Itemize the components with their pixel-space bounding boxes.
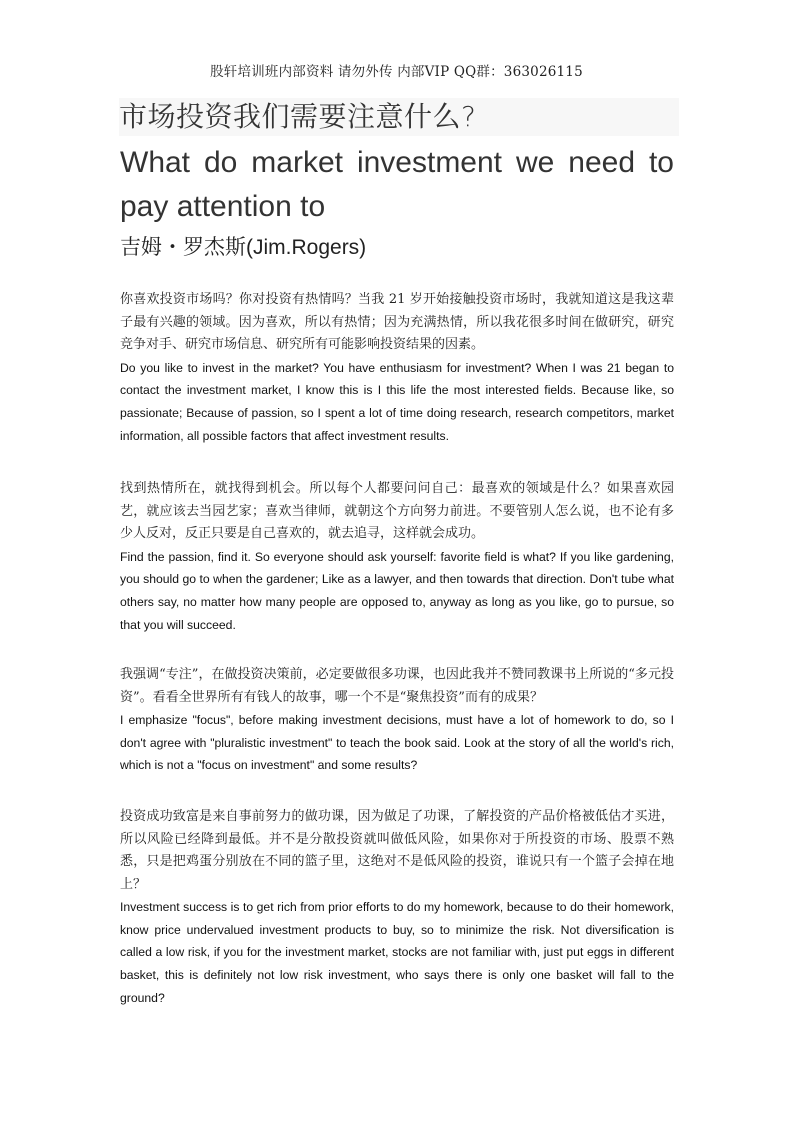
paragraph-english: I emphasize "focus", before making investment decisions, must have a lot of homework to do, so I don't agree with "pluralistic investment" to teach the book said. Look at the story of all the world's rich, which is not a "focus on investment" and some results? bbox=[120, 713, 674, 773]
paragraph-english: Investment success is to get rich from prior efforts to do my homework, because to do their homework, know price undervalued investment products to buy, so to minimize the risk. Not diversification is called a low risk, if you for the investment market, stocks are not familiar with, just put eggs in different basket, this is definitely not low risk investment, who says there is only one basket will fall to the ground? bbox=[120, 900, 674, 1005]
section-4 bbox=[120, 806, 674, 1010]
paragraph-chinese: 投资成功致富是来自事前努力的做功课，因为做足了功课，了解投资的产品价格被低估才买进，所以风险已经降到最低。并不是分散投资就叫做低风险，如果你对于所投资的市场、股票不熟悉，只是把鸡蛋分别放在不同的篮子里，这绝对不是低风险的投资，谁说只有一个篮子会掉在地上？ bbox=[120, 809, 674, 892]
title-english: What do market investment we need to pay attention to bbox=[120, 146, 674, 223]
paragraph-english: Do you like to invest in the market? You have enthusiasm for investment? When I was 21 began to contact the investment market, I know this is I this life the most interested fields. Because like, so passionate; Because of passion, so I spent a lot of time doing research, research competitors, market information, all possible factors that affect investment results. bbox=[120, 360, 674, 443]
section-3 bbox=[120, 664, 674, 777]
section-2 bbox=[120, 478, 674, 636]
header-note: 股轩培训班内部资料 请勿外传 内部VIP QQ群：363026115 bbox=[210, 64, 583, 80]
section-1 bbox=[120, 289, 674, 447]
paragraph-chinese: 你喜欢投资市场吗？你对投资有热情吗？当我 21 岁开始接触投资市场时，我就知道这是我这辈子最有兴趣的领域。因为喜欢，所以有热情；因为充满热情，所以我花很多时间在做研究，研究竞争对手、研究市场信息、研究所有可能影响投资结果的因素。 bbox=[120, 292, 674, 352]
paragraph-chinese: 我强调“专注”，在做投资决策前，必定要做很多功课，也因此我并不赞同教课书上所说的“多元投资”。看看全世界所有有钱人的故事，哪一个不是“聚焦投资”而有的成果？ bbox=[120, 667, 674, 705]
title-chinese: 市场投资我们需要注意什么? bbox=[119, 98, 679, 136]
author-name: 吉姆・罗杰斯(Jim.Rogers) bbox=[120, 236, 367, 259]
paragraph-chinese: 找到热情所在，就找得到机会。所以每个人都要问问自己：最喜欢的领域是什么？如果喜欢园艺，就应该去当园艺家；喜欢当律师，就朝这个方向努力前进。不要管别人怎么说，也不论有多少人反对，反正只要是自己喜欢的，就去追寻，这样就会成功。 bbox=[120, 481, 674, 541]
paragraph-english: Find the passion, find it. So everyone should ask yourself: favorite field is what? If you like gardening, you should go to when the gardener; Like as a lawyer, and then towards that direction. Don't tube what others say, no matter how many people are opposed to, anyway as long as you like, go to pursue, so that you will succeed. bbox=[120, 549, 674, 632]
